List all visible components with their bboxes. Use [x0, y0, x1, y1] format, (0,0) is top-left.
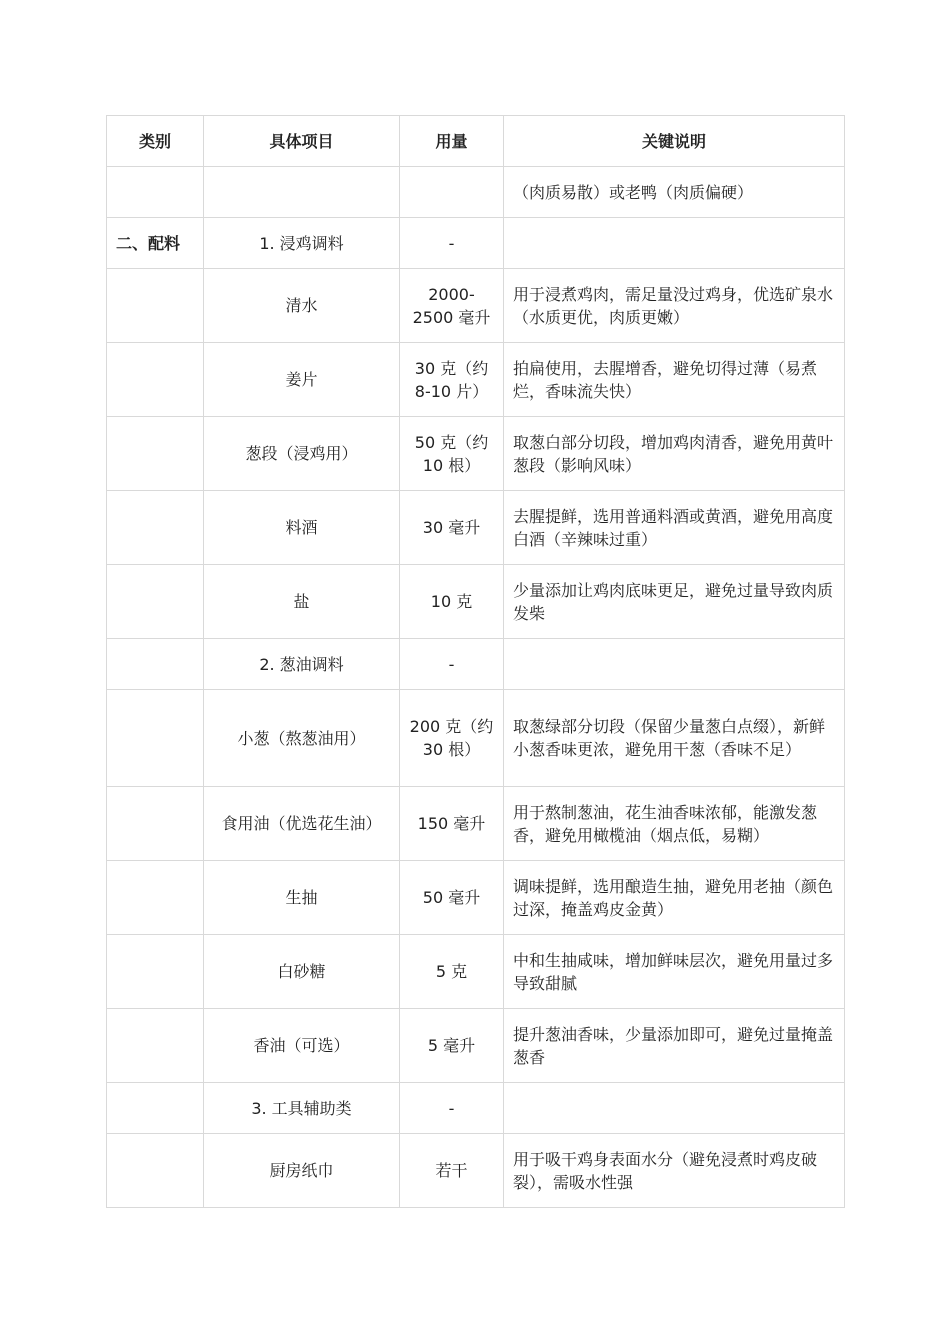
cell-amount: 若干 [400, 1134, 504, 1208]
cell-amount: 5 毫升 [400, 1009, 504, 1083]
cell-item: 生抽 [204, 861, 400, 935]
cell-amount: - [400, 1083, 504, 1134]
cell-item: 2. 葱油调料 [204, 639, 400, 690]
cell-item: 盐 [204, 565, 400, 639]
table-row [107, 343, 845, 417]
cell-category [107, 690, 204, 787]
ingredients-table [106, 115, 845, 1208]
cell-note: 中和生抽咸味，增加鲜味层次，避免用量过多导致甜腻 [504, 935, 845, 1009]
table-row [107, 861, 845, 935]
cell-category [107, 417, 204, 491]
cell-note: （肉质易散）或老鸭（肉质偏硬） [504, 167, 845, 218]
table-row [107, 639, 845, 690]
header-amount: 用量 [400, 116, 504, 167]
table-row [107, 417, 845, 491]
cell-note: 用于熬制葱油，花生油香味浓郁，能激发葱香，避免用橄榄油（烟点低，易糊） [504, 787, 845, 861]
cell-category [107, 935, 204, 1009]
header-category: 类别 [107, 116, 204, 167]
cell-item: 食用油（优选花生油） [204, 787, 400, 861]
cell-item: 1. 浸鸡调料 [204, 218, 400, 269]
cell-amount: 50 毫升 [400, 861, 504, 935]
cell-item: 葱段（浸鸡用） [204, 417, 400, 491]
cell-category [107, 343, 204, 417]
cell-item: 3. 工具辅助类 [204, 1083, 400, 1134]
table-row [107, 690, 845, 787]
cell-item: 姜片 [204, 343, 400, 417]
cell-note [504, 639, 845, 690]
table-row [107, 1083, 845, 1134]
cell-item: 清水 [204, 269, 400, 343]
cell-item: 白砂糖 [204, 935, 400, 1009]
cell-item: 香油（可选） [204, 1009, 400, 1083]
cell-note: 用于吸干鸡身表面水分（避免浸煮时鸡皮破裂），需吸水性强 [504, 1134, 845, 1208]
cell-amount [400, 167, 504, 218]
cell-category [107, 639, 204, 690]
cell-note: 少量添加让鸡肉底味更足，避免过量导致肉质发柴 [504, 565, 845, 639]
cell-note: 提升葱油香味，少量添加即可，避免过量掩盖葱香 [504, 1009, 845, 1083]
table-row [107, 167, 845, 218]
cell-category [107, 565, 204, 639]
cell-category [107, 269, 204, 343]
header-note: 关键说明 [504, 116, 845, 167]
cell-category [107, 1134, 204, 1208]
cell-amount: 10 克 [400, 565, 504, 639]
table-row [107, 269, 845, 343]
cell-amount: 30 毫升 [400, 491, 504, 565]
table-row [107, 1009, 845, 1083]
cell-note: 取葱绿部分切段（保留少量葱白点缀），新鲜小葱香味更浓，避免用干葱（香味不足） [504, 690, 845, 787]
cell-category [107, 861, 204, 935]
cell-item [204, 167, 400, 218]
cell-note: 用于浸煮鸡肉，需足量没过鸡身，优选矿泉水（水质更优，肉质更嫩） [504, 269, 845, 343]
cell-amount: 30 克（约 8-10 片） [400, 343, 504, 417]
table-row [107, 491, 845, 565]
cell-item: 料酒 [204, 491, 400, 565]
cell-note [504, 1083, 845, 1134]
table-row [107, 787, 845, 861]
cell-amount: - [400, 639, 504, 690]
cell-note [504, 218, 845, 269]
cell-category [107, 491, 204, 565]
cell-amount: 200 克（约 30 根） [400, 690, 504, 787]
header-item: 具体项目 [204, 116, 400, 167]
table-row [107, 218, 845, 269]
cell-note: 去腥提鲜，选用普通料酒或黄酒，避免用高度白酒（辛辣味过重） [504, 491, 845, 565]
table-row [107, 935, 845, 1009]
cell-amount: 50 克（约 10 根） [400, 417, 504, 491]
table-row [107, 1134, 845, 1208]
cell-note: 调味提鲜，选用酿造生抽，避免用老抽（颜色过深，掩盖鸡皮金黄） [504, 861, 845, 935]
cell-category [107, 1083, 204, 1134]
cell-item: 厨房纸巾 [204, 1134, 400, 1208]
cell-note: 取葱白部分切段，增加鸡肉清香，避免用黄叶葱段（影响风味） [504, 417, 845, 491]
cell-category [107, 167, 204, 218]
table-header-row [107, 116, 845, 167]
cell-note: 拍扁使用，去腥增香，避免切得过薄（易煮烂，香味流失快） [504, 343, 845, 417]
cell-item: 小葱（熬葱油用） [204, 690, 400, 787]
cell-category [107, 1009, 204, 1083]
cell-category [107, 787, 204, 861]
cell-amount: - [400, 218, 504, 269]
cell-amount: 5 克 [400, 935, 504, 1009]
table-row [107, 565, 845, 639]
cell-amount: 2000-2500 毫升 [400, 269, 504, 343]
cell-category: 二、配料 [107, 218, 204, 269]
cell-amount: 150 毫升 [400, 787, 504, 861]
